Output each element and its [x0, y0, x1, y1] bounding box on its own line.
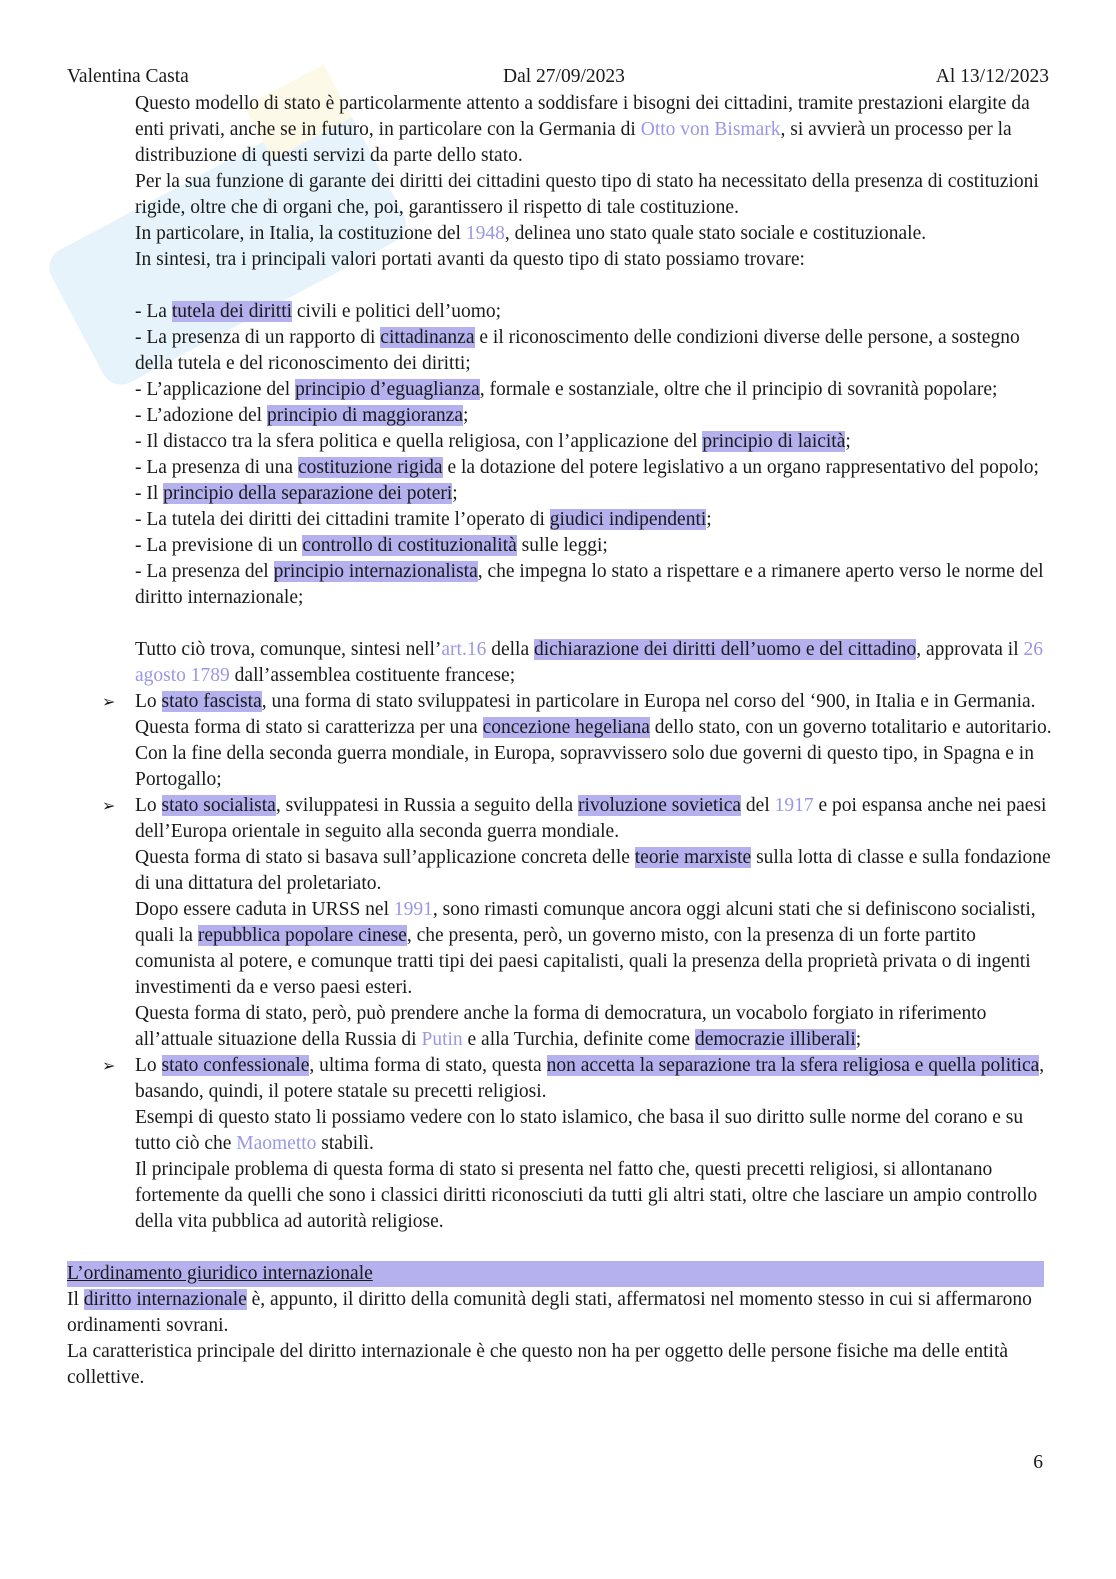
highlight: principio internazionalista	[273, 561, 478, 582]
highlight: democrazie illiberali	[694, 1029, 856, 1050]
highlight: costituzione rigida	[297, 457, 443, 478]
highlight: non accetta la separazione tra la sfera religiosa e quella politica	[546, 1055, 1040, 1076]
arrow-bullet-icon: ➢	[102, 796, 116, 815]
highlight: principio di maggioranza	[266, 405, 463, 426]
highlight: stato socialista	[161, 795, 276, 816]
highlight: principio di laicità	[702, 431, 846, 452]
highlight: dichiarazione dei diritti dell’uomo e del cittadino	[533, 639, 917, 660]
list-item: - La presenza del principio internazionalista, che impegna lo stato a rispettare e a rimanere aperto verso le norme del diritto internazionale;	[135, 561, 1044, 608]
section-heading: L’ordinamento giuridico internazionale	[67, 1261, 1044, 1287]
paragraph: Il diritto internazionale è, appunto, il diritto della comunità degli stati, affermatosi nel momento stesso in cui si affermarono ordinamenti sovrani.	[67, 1289, 1032, 1336]
list-item: - L’adozione del principio di maggioranza;	[135, 405, 469, 426]
paragraph: La caratteristica principale del diritto internazionale è che questo non ha per oggetto delle persone fisiche ma delle entità collettive.	[67, 1341, 1009, 1388]
highlight: repubblica popolare cinese	[197, 925, 407, 946]
highlight: stato fascista	[161, 691, 262, 712]
list-item: - La presenza di una costituzione rigida e la dotazione del potere legislativo a un organo rappresentativo del popolo;	[135, 457, 1039, 478]
bullet-item-fascista: ➢ Lo stato fascista, una forma di stato sviluppatesi in particolare in Europa nel corso del ‘900, in Italia e in Germania. Questa forma di stato si caratterizza per una concezione hegeliana dello stato, con un governo totalitario e autoritario. Con la fine della seconda guerra mondiale, in Europa, sopravvissero solo due governi di questo tipo, in Spagna e in Portogallo;	[102, 691, 1052, 790]
header-date-from: Dal 27/09/2023	[503, 66, 625, 87]
arrow-bullet-icon: ➢	[102, 1056, 116, 1075]
list-item: - La previsione di un controllo di costituzionalità sulle leggi;	[135, 535, 608, 556]
article-link: art.16	[441, 639, 487, 660]
year-link: 1948	[465, 223, 505, 244]
page-number: 6	[1033, 1452, 1043, 1473]
header-date-to: Al 13/12/2023	[935, 66, 1049, 87]
highlight: cittadinanza	[380, 327, 475, 348]
bullet-item-socialista: ➢ Lo stato socialista, sviluppatesi in Russia a seguito della rivoluzione sovietica del 1917 e poi espansa anche nei paesi dell’Europa orientale in seguito alla seconda guerra mondiale. Questa forma di stato si basava sull’applicazione concreta delle teorie marxiste sulla lotta di classe e sulla fondazione di una dittatura del proletariato. Dopo essere caduta in URSS nel 1991, sono rimasti comunque ancora oggi alcuni stati che si definiscono socialisti, quali la repubblica popolare cinese, che presenta, però, un governo misto, con la presenza di un forte partito comunista al potere, e comunque tratti tipi dei paesi capitalisti, quali la presenza della proprietà privata o di ingenti investimenti da e verso paesi esteri. Questa forma di stato, però, può prendere anche la forma di democratura, un vocabolo forgiato in riferimento all’attuale situazione della Russia di Putin e alla Turchia, definite come democrazie illiberali;	[102, 795, 1051, 1050]
list-item: - La tutela dei diritti civili e politici dell’uomo;	[135, 301, 502, 322]
highlight: diritto internazionale	[83, 1289, 247, 1310]
paragraph: Per la sua funzione di garante dei diritti dei cittadini questo tipo di stato ha necessitato della presenza di costituzioni rigide, oltre che di organi che, poi, garantissero il rispetto di tale costituzione.	[135, 171, 1039, 218]
highlight: concezione hegeliana	[482, 717, 650, 738]
name-link: Otto von Bismark	[640, 119, 781, 140]
highlight: teorie marxiste	[634, 847, 752, 868]
name-link: Putin	[421, 1029, 463, 1050]
bullet-item-confessionale: ➢ Lo stato confessionale, ultima forma di stato, questa non accetta la separazione tra la sfera religiosa e quella politica, basando, quindi, il potere statale su precetti religiosi. Esempi di questo stato li possiamo vedere con lo stato islamico, che basa il suo diritto sulle norme del corano e su tutto ciò che Maometto stabilì. Il principale problema di questa forma di stato si presenta nel fatto che, questi precetti religiosi, si allontanano fortemente da quelli che sono i classici diritti riconosciuti da tutti gli altri stati, oltre che lasciare un ampio controllo della vita pubblica ad autorità religiose.	[102, 1055, 1045, 1232]
list-item: - Il principio della separazione dei poteri;	[135, 483, 458, 504]
highlight: giudici indipendenti	[549, 509, 707, 530]
highlight: principio d’eguaglianza	[295, 379, 480, 400]
list-item: - Il distacco tra la sfera politica e quella religiosa, con l’applicazione del principio di laicità;	[135, 431, 851, 452]
page-header	[67, 66, 1049, 94]
list-item: - L’applicazione del principio d’eguaglianza, formale e sostanziale, oltre che il principio di sovranità popolare;	[135, 379, 998, 400]
page-content	[0, 91, 1116, 1391]
highlight: principio della separazione dei poteri	[163, 483, 453, 504]
name-link: Maometto	[236, 1133, 317, 1154]
paragraph: Tutto ciò trova, comunque, sintesi nell’art.16 della dichiarazione dei diritti dell’uomo e del cittadino, approvata il 26 agosto 1789 dall’assemblea costituente francese;	[135, 639, 1043, 686]
list-item: - La tutela dei diritti dei cittadini tramite l’operato di giudici indipendenti;	[135, 509, 712, 530]
highlight: tutela dei diritti	[171, 301, 293, 322]
list-item: - La presenza di un rapporto di cittadinanza e il riconoscimento delle condizioni diverse delle persone, a sostegno della tutela e del riconoscimento dei diritti;	[135, 327, 1020, 374]
year-link: 1917	[774, 795, 814, 816]
paragraph: Questo modello di stato è particolarmente attento a soddisfare i bisogni dei cittadini, tramite prestazioni elargite da enti privati, anche se in futuro, in particolare con la Germania di Otto von Bismark, si avvierà un processo per la distribuzione di questi servizi da parte dello stato.	[135, 93, 1030, 166]
year-link: 1991	[393, 899, 433, 920]
date-link: 26 agosto 1789	[135, 639, 1043, 686]
header-author: Valentina Casta	[67, 66, 189, 87]
arrow-bullet-icon: ➢	[102, 692, 116, 711]
highlight: stato confessionale	[161, 1055, 310, 1076]
highlight: controllo di costituzionalità	[302, 535, 517, 556]
paragraph: In particolare, in Italia, la costituzione del 1948, delinea uno stato quale stato sociale e costituzionale.	[135, 223, 927, 244]
highlight: rivoluzione sovietica	[578, 795, 742, 816]
paragraph: In sintesi, tra i principali valori portati avanti da questo tipo di stato possiamo trovare:	[135, 249, 805, 270]
